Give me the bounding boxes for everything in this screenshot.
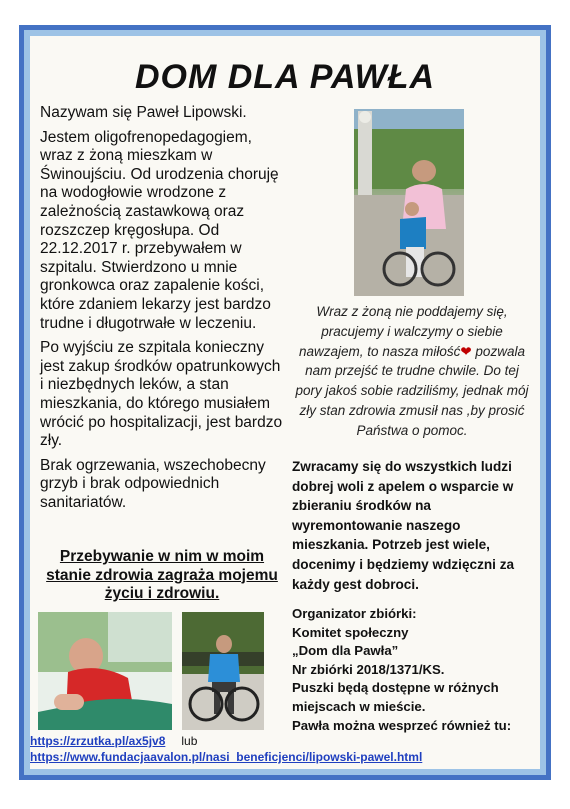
support-online-label: Pawła można wesprzeć również tu: <box>292 717 512 733</box>
collection-number: Nr zbiórki 2018/1371/KS. <box>292 661 445 677</box>
poster <box>30 36 540 769</box>
poster-frame-inner-border <box>24 30 546 775</box>
couple-photo-illustration <box>354 109 464 296</box>
links-separator: lub <box>181 734 198 748</box>
story-text <box>40 104 284 518</box>
caption-text-end: pozwala nam przejść te trudne chwile. Do tej pory jakoś sobie radziliśmy, jednak mój zły stan zdrowia zmusił nas ,by prosić Państwa o pomoc. <box>295 343 529 438</box>
hospital-paragraph: Po wyjściu ze szpitala konieczny jest zakup środków opatrunkowych i niezbędnych leków, a stan mieszkania, do którego musiałem wrócić po hospitalizacji, jest bardzo zły. <box>40 339 283 450</box>
poster-title: DOM DLA PAWŁA <box>134 58 436 96</box>
couple-photo <box>354 109 464 296</box>
collection-boxes-info: Puszki będą dostępne w różnych miejscach w mieście. <box>292 680 499 714</box>
organizer-name: „Dom dla Pawła” <box>292 643 399 659</box>
zrzutka-link[interactable]: https://zrzutka.pl/ax5jv8 <box>30 734 166 748</box>
links-first-line <box>30 733 550 749</box>
illness-paragraph: Jestem oligofrenopedagogiem, wraz z żoną mieszkam w Świnoujściu. Od urodzenia choruję na wodogłowie wrodzone z zależnością zastawkową oraz rozszczep kręgosłupa. Od 22.12.2017 r. przebywałem w szpitalu. Stwierdzono u mnie gronkowca oraz zapalenie kości, które zdaniem lekarzy jest bardzo trudne i długotrwałe w leczeniu. <box>40 128 279 332</box>
organizer-committee: Komitet społeczny <box>292 624 409 640</box>
donation-links <box>30 733 550 765</box>
poster-frame <box>19 25 551 780</box>
organizer-label: Organizator zbiórki: <box>292 606 417 621</box>
hospital-photo-illustration <box>38 612 172 730</box>
health-warning: Przebywanie w nim w moim stanie zdrowia zagraża mojemu życiu i zdrowiu. <box>46 548 278 602</box>
wheelchair-photo <box>182 612 264 730</box>
organizer-info <box>292 605 532 735</box>
links-second-line <box>30 749 550 765</box>
intro-paragraph: Nazywam się Paweł Lipowski. <box>40 104 247 121</box>
couple-caption <box>294 302 530 441</box>
caption-text-start: Wraz z żoną nie poddajemy się, pracujemy i walczymy o siebie nawzajem, to nasza miłość <box>299 304 508 359</box>
donation-appeal: Zwracamy się do wszystkich ludzi dobrej woli z apelem o wsparcie w zbieraniu środków na wyremontowanie naszego mieszkania. Potrzeb jest wiele, docenimy i będziemy wdzięczni za każdy gest dobroci. <box>292 459 515 592</box>
apartment-paragraph: Brak ogrzewania, wszechobecny grzyb i brak odpowiednich sanitariatów. <box>40 456 266 511</box>
heart-icon: ❤ <box>460 343 472 359</box>
fundacja-avalon-link[interactable]: https://www.fundacjaavalon.pl/nasi_beneficjenci/lipowski-pawel.html <box>30 750 423 764</box>
hospital-photo <box>38 612 172 730</box>
wheelchair-photo-illustration <box>182 612 264 730</box>
